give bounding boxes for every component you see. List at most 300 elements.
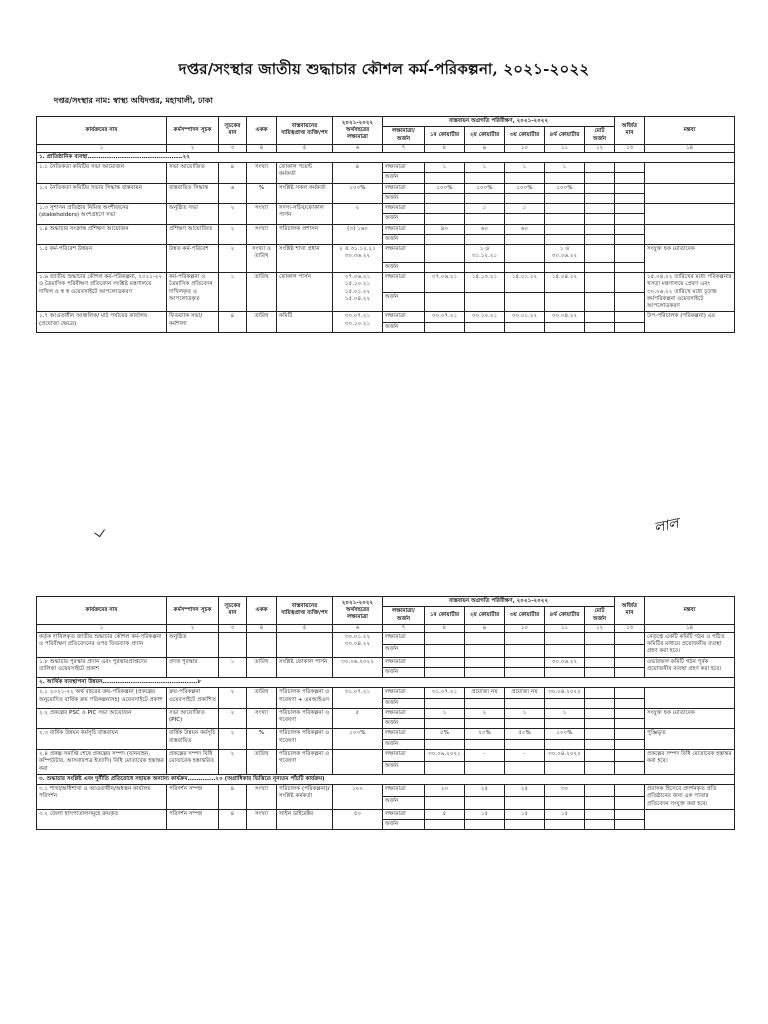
- achievement-cell: [505, 292, 545, 312]
- responsible-cell: পরিচালক পরিকল্পনা ও গবেষণা: [277, 750, 333, 775]
- achievement-cell: [545, 739, 585, 749]
- responsible-cell: সদস্য-সচিব/ফোকাল পার্সন: [277, 204, 333, 225]
- col-responsible: বাস্তবায়নের দায়িত্বপ্রাপ্ত ব্যক্তি/পদ: [277, 597, 333, 625]
- total-cell: [585, 632, 615, 644]
- achievement-cell: [465, 719, 505, 729]
- column-number-row: ১ ২ ৩ ৪ ৫ ৬ ৭ ৮ ৯ ১০ ১১ ১২ ১৩ ১৪: [37, 144, 735, 152]
- indicator-cell: অনুষ্ঠিত: [167, 632, 219, 657]
- activity-cell: ১.১ নৈতিকতা কমিটির সভা আয়োজন: [37, 163, 167, 184]
- unit-cell: তারিখ: [247, 750, 277, 775]
- achievement-cell: [545, 234, 585, 244]
- achievement-cell: [465, 739, 505, 749]
- activity-cell: ১.৩ সুশাসন প্রতিষ্ঠার নিমিত্ত অংশীজনের (stakeholders) অংশগ্রহণে সভা: [37, 204, 167, 225]
- achievement-cell: [615, 719, 645, 729]
- achieved-cell: [615, 312, 645, 322]
- q2-target-cell: ২৫: [465, 785, 505, 797]
- q1-target-cell: ১: [425, 163, 465, 173]
- total-cell: [585, 688, 615, 698]
- q3-target-cell: প্রযোজ্য নয়: [505, 688, 545, 698]
- unit-cell: সংখ্যা: [247, 785, 277, 810]
- indicator-cell: প্রশিক্ষণ আয়োজিত: [167, 224, 219, 245]
- indicator-cell: সভা আয়োজিত: [167, 163, 219, 184]
- header-row: [37, 597, 735, 607]
- q3-target-cell: [505, 245, 545, 263]
- fy-target-cell: ৫০: [333, 809, 383, 830]
- achieved-cell: [615, 729, 645, 739]
- q4-target-cell: [545, 224, 585, 234]
- q3-target-cell: ৫০%: [505, 729, 545, 739]
- indicator-cell: প্রকল্পের সম্পদ বিধি মোতাবেক হস্তান্তরিত: [167, 750, 219, 775]
- remarks-cell: উপ-পরিচালক (পরিকল্পনা) এর: [645, 312, 735, 333]
- col-q2: ২য় কোয়ার্টার: [465, 127, 505, 145]
- achievement-cell: [615, 762, 645, 774]
- weight-cell: ২: [219, 708, 247, 729]
- achievement-cell: [425, 698, 465, 708]
- section-heading: ১. প্রাতিষ্ঠানিক ব্যবস্থা……………………………………………২২: [37, 152, 735, 162]
- fy-target-cell: ১০০: [333, 785, 383, 810]
- achievement-label: অর্জন: [383, 645, 425, 657]
- col-responsible: বাস্তবায়নের দায়িত্বপ্রাপ্ত ব্যক্তি/পদ: [277, 117, 333, 145]
- col-activity: কার্যক্রমের নাম: [37, 117, 167, 145]
- achievement-cell: [425, 322, 465, 332]
- unit-cell: তারিখ: [247, 657, 277, 678]
- achievement-cell: [585, 292, 615, 312]
- responsible-cell: পরিচালক পরিকল্পনা ও গবেষণা + এমআইএস: [277, 688, 333, 709]
- unit-cell: [247, 632, 277, 657]
- target-label: লক্ষ্যমাত্রা: [383, 708, 425, 718]
- achievement-cell: [425, 797, 465, 809]
- achievement-cell: [465, 193, 505, 203]
- achievement-cell: [465, 173, 505, 183]
- target-label: লক্ষ্যমাত্রা: [383, 204, 425, 214]
- table-row: [37, 273, 735, 293]
- q3-target-cell: ৬০: [505, 224, 545, 234]
- table-row: [37, 163, 735, 173]
- unit-cell: সংখ্যা: [247, 163, 277, 184]
- q1-target-cell: [425, 632, 465, 644]
- q2-target-cell: -: [465, 750, 505, 762]
- total-cell: [585, 224, 615, 234]
- total-cell: [585, 273, 615, 293]
- remarks-cell: [645, 224, 735, 245]
- achievement-cell: [615, 797, 645, 809]
- section-heading: ২. আর্থিক ব্যবস্থাপনা উন্নয়ন……………………………………………৮: [37, 678, 735, 688]
- weight-cell: ১: [219, 657, 247, 678]
- achievement-cell: [505, 667, 545, 677]
- achievement-cell: [585, 797, 615, 809]
- achievement-cell: [585, 667, 615, 677]
- col-progress-group: বাস্তবায়ন অগ্রগতি পরিবীক্ষণ, ২০২১-২০২২: [383, 117, 615, 127]
- weight-cell: ২: [219, 204, 247, 225]
- col-target-achv: লক্ষ্যমাত্রা/ অর্জন: [383, 127, 425, 145]
- unit-cell: সংখ্যা: [247, 708, 277, 729]
- remarks-cell: ১৫.০৪.২২ তারিখের মধ্যে পরিকল্পনার খসড়া মন্ত্রণালয়ে প্রেরণ এবং ৩০.০৬.২২ তারিখে মধ্যে চূড়ান্ত কর্মপরিকল্পনা ওয়েবসাইটে আপলোডকরণ: [645, 273, 735, 312]
- col-q4: ৪র্থ কোয়ার্টার: [545, 127, 585, 145]
- weight-cell: ৪: [219, 312, 247, 333]
- q4-target-cell: ১: [545, 708, 585, 718]
- remarks-cell: [645, 688, 735, 709]
- achieved-cell: [615, 750, 645, 762]
- col-fy-target: ২০২১-২০২২ অর্থবছরের লক্ষ্যমাত্রা: [333, 597, 383, 625]
- q3-target-cell: [505, 657, 545, 667]
- q3-target-cell: ২৫: [505, 785, 545, 797]
- activity-cell: ১.২ নৈতিকতা কমিটির সভার সিদ্ধান্ত বাস্তবায়ন: [37, 183, 167, 204]
- q2-target-cell: প্রযোজ্য নয়: [465, 688, 505, 698]
- q1-target-cell: ৪০: [425, 224, 465, 234]
- achievement-cell: [505, 739, 545, 749]
- achievement-cell: [585, 762, 615, 774]
- target-label: লক্ষ্যমাত্রা: [383, 632, 425, 644]
- activity-cell: ১.৪ শুদ্ধাচার সংক্রান্ত প্রশিক্ষণ আয়োজন: [37, 224, 167, 245]
- target-label: লক্ষ্যমাত্রা: [383, 273, 425, 293]
- achievement-label: অর্জন: [383, 719, 425, 729]
- achievement-label: অর্জন: [383, 322, 425, 332]
- achievement-cell: [615, 193, 645, 203]
- col-q1: ১ম কোয়ার্টার: [425, 607, 465, 625]
- target-label: লক্ষ্যমাত্রা: [383, 750, 425, 762]
- q3-target-cell: ১: [505, 204, 545, 214]
- column-number-row: ১ ২ ৩ ৪ ৫ ৬ ৭ ৮ ৯ ১০ ১১ ১২ ১৩ ১৪: [37, 624, 735, 632]
- achievement-cell: [545, 820, 585, 830]
- achievement-cell: [545, 762, 585, 774]
- responsible-cell: লাইন ডাইরেক্টর: [277, 809, 333, 830]
- target-label: লক্ষ্যমাত্রা: [383, 729, 425, 739]
- weight-cell: [219, 632, 247, 657]
- q2-target-cell: ১ ও ৩১.১২.২১: [465, 245, 505, 263]
- unit-cell: %: [247, 183, 277, 204]
- q1-target-cell: ০৭.০৬.২১: [425, 273, 465, 293]
- achievement-cell: [505, 698, 545, 708]
- table-row: [37, 224, 735, 234]
- unit-cell: সংখ্যা: [247, 224, 277, 245]
- q3-target-cell: [505, 632, 545, 644]
- q4-target-cell: [545, 204, 585, 214]
- q4-target-cell: ১০০%: [545, 183, 585, 193]
- achievement-label: অর্জন: [383, 292, 425, 312]
- q2-target-cell: ১৫.১০.২১: [465, 273, 505, 293]
- q1-target-cell: ৩০.০৭.২১: [425, 312, 465, 322]
- signature: লাল: [652, 515, 681, 537]
- table-row: [37, 708, 735, 718]
- weight-cell: ২: [219, 688, 247, 709]
- achievement-cell: [585, 645, 615, 657]
- col-indicator: কর্মসম্পাদন সূচক: [167, 117, 219, 145]
- unit-cell: সংখ্যা ও তারিখ: [247, 245, 277, 273]
- achievement-cell: [465, 234, 505, 244]
- achievement-label: অর্জন: [383, 262, 425, 272]
- achievement-cell: [505, 262, 545, 272]
- q4-target-cell: ১ ও ৩০.০৬.২২: [545, 245, 585, 263]
- q3-target-cell: ১০০%: [505, 183, 545, 193]
- achievement-cell: [545, 193, 585, 203]
- q1-target-cell: [425, 204, 465, 214]
- achievement-cell: [585, 173, 615, 183]
- remarks-cell: পুঞ্জিভূত: [645, 729, 735, 750]
- q1-target-cell: [425, 245, 465, 263]
- col-progress-group: বাস্তবায়ন অগ্রগতি পরিবীক্ষণ, ২০২১-২০২২: [383, 597, 615, 607]
- q2-target-cell: [465, 632, 505, 644]
- activity-cell: ৩.২ জেলা হাসপাতালসমূহে ক্রয়কৃত: [37, 809, 167, 830]
- q2-target-cell: [465, 657, 505, 667]
- action-plan-table-page1: [36, 116, 735, 333]
- indicator-cell: সভা আয়োজিত (PIC): [167, 708, 219, 729]
- achievement-cell: [615, 820, 645, 830]
- total-cell: [585, 163, 615, 173]
- remarks-cell: সংযুক্ত ছক মোতাবেক: [645, 708, 735, 729]
- q4-target-cell: [545, 632, 585, 644]
- total-cell: [585, 312, 615, 322]
- achievement-cell: [545, 645, 585, 657]
- col-target-achv: লক্ষ্যমাত্রা/ অর্জন: [383, 607, 425, 625]
- indicator-cell: কর্ম-পরিকল্পনা ও ত্রৈমাসিক প্রতিবেদন দাখিলকৃত ও আপলোডকৃত: [167, 273, 219, 312]
- achievement-cell: [585, 322, 615, 332]
- q2-target-cell: ১: [465, 204, 505, 214]
- table-body-section1-cont: [37, 632, 735, 677]
- achievement-cell: [585, 719, 615, 729]
- tick-mark: [94, 526, 105, 537]
- table-row: [37, 657, 735, 667]
- achieved-cell: [615, 632, 645, 644]
- achieved-cell: [615, 163, 645, 173]
- target-label: লক্ষ্যমাত্রা: [383, 785, 425, 797]
- total-cell: [585, 204, 615, 214]
- responsible-cell: সংশ্লিষ্ট সকল কর্মকর্তা: [277, 183, 333, 204]
- table-body-section2: [37, 688, 735, 774]
- achievement-cell: [505, 322, 545, 332]
- achievement-cell: [615, 322, 645, 332]
- total-cell: [585, 245, 615, 263]
- table-row: [37, 729, 735, 739]
- responsible-cell: সংশ্লিষ্ট শাখা প্রধান: [277, 245, 333, 273]
- achievement-cell: [425, 820, 465, 830]
- achievement-cell: [465, 262, 505, 272]
- unit-cell: তারিখ: [247, 688, 277, 709]
- activity-cell: ১.৬ জাতীয় শুদ্ধাচার কৌশল কর্ম-পরিকল্পনা, ২০২১-২২ ও ত্রৈমাসিক পরিবীক্ষণ প্রতিবেদন সংশ্লিষ্ট মন্ত্রণালয়ে দাখিল ও স্ব স্ব ওয়েবসাইটে আপলোডকরণ: [37, 273, 167, 312]
- q1-target-cell: ১০০%: [425, 183, 465, 193]
- activity-cell: ২.১ ২০২১-২২ অর্থ বছরের ক্রয়-পরিকল্পনা (প্রকল্পের অনুমোদিত বার্ষিক ক্রয় পরিকল্পনাসহ) ওয়েবসাইটে প্রকাশ: [37, 688, 167, 709]
- col-total: মোট অর্জন: [585, 607, 615, 625]
- remarks-cell: [645, 204, 735, 225]
- col-activity: কার্যক্রমের নাম: [37, 597, 167, 625]
- achievement-label: অর্জন: [383, 762, 425, 774]
- achievement-cell: [465, 820, 505, 830]
- achieved-cell: [615, 183, 645, 193]
- achievement-cell: [585, 234, 615, 244]
- remarks-cell: [645, 183, 735, 204]
- achievement-cell: [545, 719, 585, 729]
- q2-target-cell: ২০%: [465, 729, 505, 739]
- indicator-cell: বাস্তবায়িত সিদ্ধান্ত: [167, 183, 219, 204]
- col-weight: সূচকের মান: [219, 117, 247, 145]
- table-row: [37, 809, 735, 819]
- activity-cell: ২.২ প্রকল্পের PSC ও PIC সভা আয়োজন: [37, 708, 167, 729]
- total-cell: [585, 729, 615, 739]
- achievement-label: অর্জন: [383, 698, 425, 708]
- target-label: লক্ষ্যমাত্রা: [383, 163, 425, 173]
- section-heading: ৩. শুদ্ধাচার সংশ্লিষ্ট এবং দুর্নীতি প্রতিরোধে সহায়ক অন্যান্য কার্যক্রম……………২০ (অগ্রাধিকার ভিত্তিতে নূন্যতম পাঁচটি কার্যক্রম): [37, 774, 735, 784]
- q4-target-cell: ৩০.০৪.২০২২: [545, 688, 585, 698]
- table-body-section1: [37, 163, 735, 333]
- weight-cell: ৬: [219, 183, 247, 204]
- col-achieved: অর্জিত মান: [615, 117, 645, 145]
- achievement-cell: [545, 214, 585, 224]
- fy-target-cell: ৩১.০৭.২১: [333, 688, 383, 709]
- total-cell: [585, 785, 615, 797]
- achievement-cell: [505, 173, 545, 183]
- q4-target-cell: ৩০: [545, 785, 585, 797]
- col-q4: ৪র্থ কোয়ার্টার: [545, 607, 585, 625]
- achievement-label: অর্জন: [383, 820, 425, 830]
- table-row: [37, 312, 735, 322]
- weight-cell: ২: [219, 224, 247, 245]
- achievement-cell: [545, 698, 585, 708]
- fy-target-cell: ২ ও ৩১.১২.২১ ৩০.০৬.২২: [333, 245, 383, 273]
- achievement-cell: [465, 322, 505, 332]
- indicator-cell: পরিদর্শন সম্পন্ন: [167, 809, 219, 830]
- unit-cell: সংখ্যা: [247, 204, 277, 225]
- unit-cell: তারিখ: [247, 273, 277, 312]
- target-label: লক্ষ্যমাত্রা: [383, 224, 425, 234]
- responsible-cell: কমিটি: [277, 312, 333, 333]
- col-achieved: অর্জিত মান: [615, 597, 645, 625]
- target-label: লক্ষ্যমাত্রা: [383, 183, 425, 193]
- col-q3: ৩য় কোয়ার্টার: [505, 607, 545, 625]
- achievement-cell: [545, 797, 585, 809]
- remarks-cell: নেতৃত্বে একটি কমিটি গঠন ও গঠিত কমিটির মাধ্যমে প্রয়োজনীয় ব্যবস্থা গ্রহণ করা হবে।: [645, 632, 735, 657]
- weight-cell: ১: [219, 273, 247, 312]
- responsible-cell: পরিচালক পরিকল্পনা ও গবেষণা: [277, 708, 333, 729]
- total-cell: [585, 708, 615, 718]
- col-total: মোট অর্জন: [585, 127, 615, 145]
- q3-target-cell: ৩০.০১.২২: [505, 312, 545, 322]
- achievement-cell: [425, 214, 465, 224]
- unit-cell: সংখ্যা: [247, 809, 277, 830]
- fy-target-cell: ৪: [333, 163, 383, 184]
- fy-target-cell: ৩০.০৬.২০২২: [333, 657, 383, 678]
- responsible-cell: পরিচালক প্রশাসন: [277, 224, 333, 245]
- achievement-cell: [545, 262, 585, 272]
- achievement-cell: [465, 292, 505, 312]
- q3-target-cell: ১: [505, 708, 545, 718]
- col-weight: সূচকের মান: [219, 597, 247, 625]
- table-row: [37, 632, 735, 644]
- activity-cell: ২.৪ প্রকল্প সমাপ্তি শেষে প্রকল্পের সম্পদ (যানবাহন, কম্পিউটার, আসবাবপত্র ইত্যাদি) বিধি মোতাবেক হস্তান্তর করা: [37, 750, 167, 775]
- achievement-cell: [545, 173, 585, 183]
- total-cell: [585, 750, 615, 762]
- q2-target-cell: ১০০%: [465, 183, 505, 193]
- achievement-cell: [505, 762, 545, 774]
- unit-cell: তারিখ: [247, 312, 277, 333]
- q4-target-cell: ৩০.০৬.২২: [545, 657, 585, 667]
- remarks-cell: সংযুক্ত ছক মোতাবেক: [645, 245, 735, 273]
- achievement-cell: [425, 173, 465, 183]
- achievement-cell: [615, 292, 645, 312]
- achievement-cell: [505, 214, 545, 224]
- target-label: লক্ষ্যমাত্রা: [383, 312, 425, 322]
- achievement-cell: [465, 762, 505, 774]
- header-row: [37, 117, 735, 127]
- achievement-cell: [615, 698, 645, 708]
- table-row: [37, 183, 735, 193]
- achievement-label: অর্জন: [383, 739, 425, 749]
- table-row: [37, 245, 735, 263]
- q3-target-cell: ১৫.০১.২২: [505, 273, 545, 293]
- col-q1: ১ম কোয়ার্টার: [425, 127, 465, 145]
- achievement-cell: [465, 797, 505, 809]
- achievement-cell: [425, 667, 465, 677]
- responsible-cell: ফোকাল পার্সন: [277, 273, 333, 312]
- achievement-cell: [465, 698, 505, 708]
- achieved-cell: [615, 708, 645, 718]
- achievement-cell: [585, 262, 615, 272]
- responsible-cell: পরিচালক পরিকল্পনা ও গবেষণা: [277, 729, 333, 750]
- achievement-cell: [585, 698, 615, 708]
- achievement-cell: [615, 214, 645, 224]
- page-title: দপ্তর/সংস্থার জাতীয় শুদ্ধাচার কৌশল কর্ম-পরিকল্পনা, ২০২১-২০২২: [178, 60, 590, 78]
- q2-target-cell: ২: [465, 708, 505, 718]
- table-row: [37, 688, 735, 698]
- achievement-cell: [465, 645, 505, 657]
- indicator-cell: উন্নত কর্ম-পরিবেশ: [167, 245, 219, 273]
- achievement-cell: [615, 667, 645, 677]
- achievement-cell: [425, 645, 465, 657]
- achieved-cell: [615, 273, 645, 293]
- col-fy-target: ২০২১-২০২২ অর্থবছরের লক্ষ্যমাত্রা: [333, 117, 383, 145]
- achievement-label: অর্জন: [383, 667, 425, 677]
- weight-cell: ২: [219, 750, 247, 775]
- total-cell: [585, 657, 615, 667]
- q4-target-cell: ৩০.০৪.২০২২: [545, 750, 585, 762]
- achievement-label: অর্জন: [383, 214, 425, 224]
- fy-target-cell: (৩) ১৬০: [333, 224, 383, 245]
- q2-target-cell: ১৫: [465, 809, 505, 819]
- achieved-cell: [615, 809, 645, 819]
- q4-target-cell: ১০০%: [545, 729, 585, 739]
- activity-cell: ১.৫ কর্ম-পরিবেশ উন্নয়ন: [37, 245, 167, 273]
- achievement-cell: [615, 173, 645, 183]
- col-remarks: মন্তব্য: [645, 597, 735, 625]
- remarks-cell: প্রবাসক হিসেবে প্রদর্শনকৃত প্রতি প্রতিষ্ঠানের জন্য এক পাতার প্রতিবেদন সংযুক্ত করা হবে।: [645, 785, 735, 810]
- achievement-cell: [585, 193, 615, 203]
- weight-cell: ৪: [219, 809, 247, 830]
- col-remarks: মন্তব্য: [645, 117, 735, 145]
- table-row: [37, 750, 735, 762]
- achievement-cell: [505, 234, 545, 244]
- achievement-cell: [505, 193, 545, 203]
- achievement-cell: [585, 739, 615, 749]
- office-name: দপ্তর/সংস্থার নাম: স্বাস্থ্য অধিদপ্তর, মহাখালী, ঢাকা: [54, 96, 213, 105]
- achieved-cell: [615, 224, 645, 234]
- fy-target-cell: ০৭.০৬.২১ ১৫.১০.২১ ১৫.০১.২২ ১৫.০৪.২২: [333, 273, 383, 312]
- col-indicator: কর্মসম্পাদন সূচক: [167, 597, 219, 625]
- indicator-cell: ক্রয়-পরিকল্পনা ওয়েবসাইটে প্রকাশিত: [167, 688, 219, 709]
- achievement-label: অর্জন: [383, 234, 425, 244]
- fy-target-cell: ১০০%: [333, 183, 383, 204]
- indicator-cell: পরিদর্শন সম্পন্ন: [167, 785, 219, 810]
- q1-target-cell: [425, 657, 465, 667]
- achievement-label: অর্জন: [383, 173, 425, 183]
- achieved-cell: [615, 204, 645, 214]
- q4-target-cell: ১৫.০৪.২২: [545, 273, 585, 293]
- achievement-cell: [425, 262, 465, 272]
- q4-target-cell: ১৫: [545, 809, 585, 819]
- indicator-cell: প্রদত্ত পুরস্কার: [167, 657, 219, 678]
- col-q3: ৩য় কোয়ার্টার: [505, 127, 545, 145]
- activity-cell: ২.৩ বার্ষিক উন্নয়ন কর্মসূচি বাস্তবায়ন: [37, 729, 167, 750]
- achievement-label: অর্জন: [383, 193, 425, 203]
- responsible-cell: পরিচালক (পরিকল্পনা)/ সংশ্লিষ্ট কর্মকর্তা: [277, 785, 333, 810]
- fy-target-cell: ৩০.০১.২২ ৩০.০৪.২২: [333, 632, 383, 657]
